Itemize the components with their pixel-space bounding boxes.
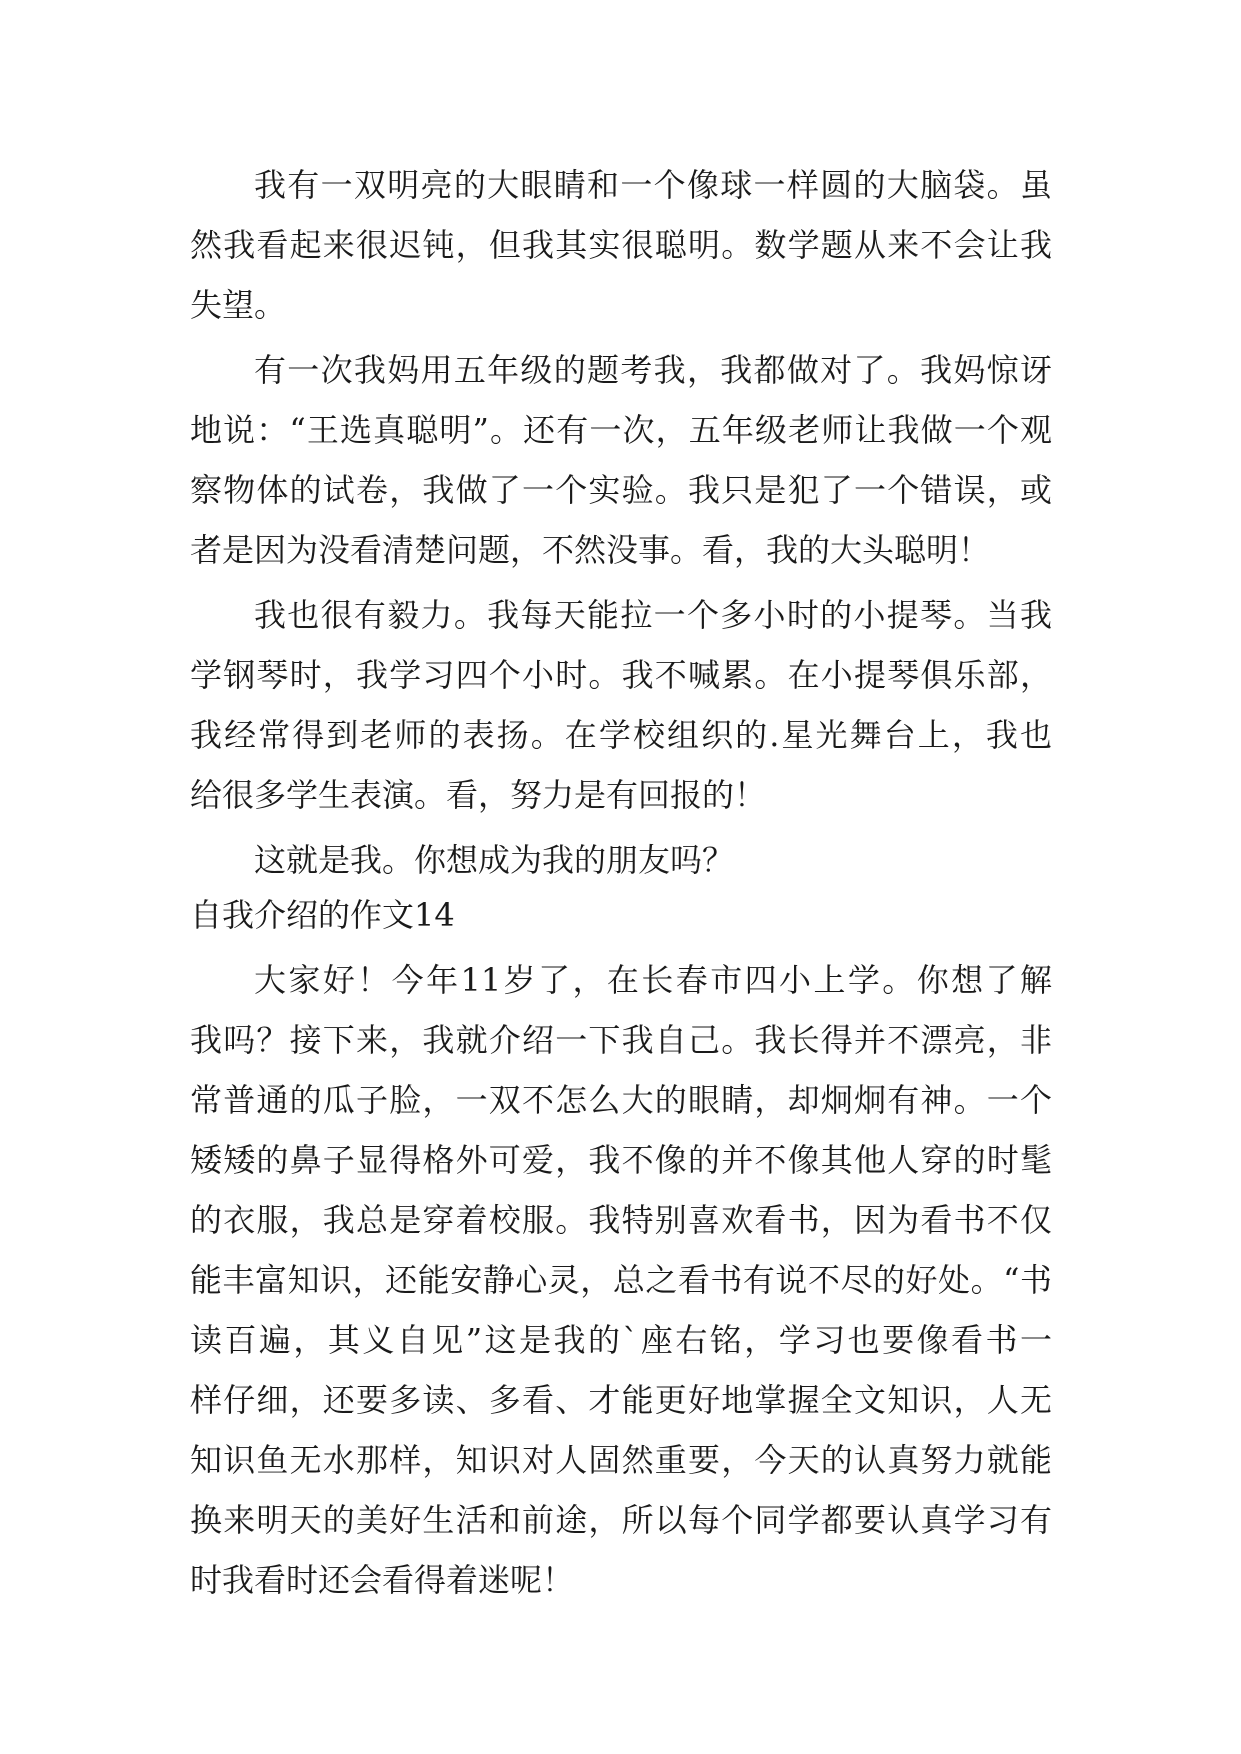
paragraph-5-line-3: 常普通的瓜子脸，一双不怎么大的眼睛，却炯炯有神。一个 [190, 1081, 1052, 1119]
paragraph-3-line-1: 我也很有毅力。我每天能拉一个多小时的小提琴。当我 [254, 596, 1052, 634]
paragraph-5-line-4: 矮矮的鼻子显得格外可爱，我不像的并不像其他人穿的时髦 [190, 1141, 1052, 1179]
paragraph-2-line-4: 者是因为没看清楚问题，不然没事。看，我的大头聪明！ [190, 531, 991, 569]
paragraph-4-line-1: 这就是我。你想成为我的朋友吗？ [254, 841, 735, 879]
paragraph-1-line-2: 然我看起来很迟钝，但我其实很聪明。数学题从来不会让我 [190, 226, 1052, 264]
paragraph-5-line-11: 时我看时还会看得着迷呢！ [190, 1561, 575, 1599]
paragraph-5-line-10: 换来明天的美好生活和前途，所以每个同学都要认真学习有 [190, 1501, 1052, 1539]
paragraph-1-line-1: 我有一双明亮的大眼睛和一个像球一样圆的大脑袋。虽 [254, 166, 1052, 204]
paragraph-2-line-2: 地说：“王选真聪明”。还有一次，五年级老师让我做一个观 [190, 411, 1052, 449]
paragraph-3-line-2: 学钢琴时，我学习四个小时。我不喊累。在小提琴俱乐部， [190, 656, 1052, 694]
paragraph-5-line-5: 的衣服，我总是穿着校服。我特别喜欢看书，因为看书不仅 [190, 1201, 1052, 1239]
paragraph-5-line-2: 我吗？接下来，我就介绍一下我自己。我长得并不漂亮，非 [190, 1021, 1052, 1059]
paragraph-5-line-1: 大家好！今年11岁了，在长春市四小上学。你想了解 [254, 961, 1052, 999]
section-heading: 自我介绍的作文14 [190, 896, 455, 934]
paragraph-2-line-3: 察物体的试卷，我做了一个实验。我只是犯了一个错误，或 [190, 471, 1052, 509]
paragraph-5-line-7: 读百遍，其义自见”这是我的`座右铭，学习也要像看书一 [190, 1321, 1052, 1359]
paragraph-5-line-9: 知识鱼无水那样，知识对人固然重要，今天的认真努力就能 [190, 1441, 1052, 1479]
paragraph-3-line-3: 我经常得到老师的表扬。在学校组织的.星光舞台上，我也 [190, 716, 1052, 754]
paragraph-3-line-4: 给很多学生表演。看，努力是有回报的！ [190, 776, 767, 814]
paragraph-5-line-8: 样仔细，还要多读、多看、才能更好地掌握全文知识，人无 [190, 1381, 1052, 1419]
paragraph-1-line-3: 失望。 [190, 286, 287, 324]
paragraph-2-line-1: 有一次我妈用五年级的题考我，我都做对了。我妈惊讶 [254, 351, 1052, 389]
paragraph-5-line-6: 能丰富知识，还能安静心灵，总之看书有说不尽的好处。“书 [190, 1261, 1052, 1299]
